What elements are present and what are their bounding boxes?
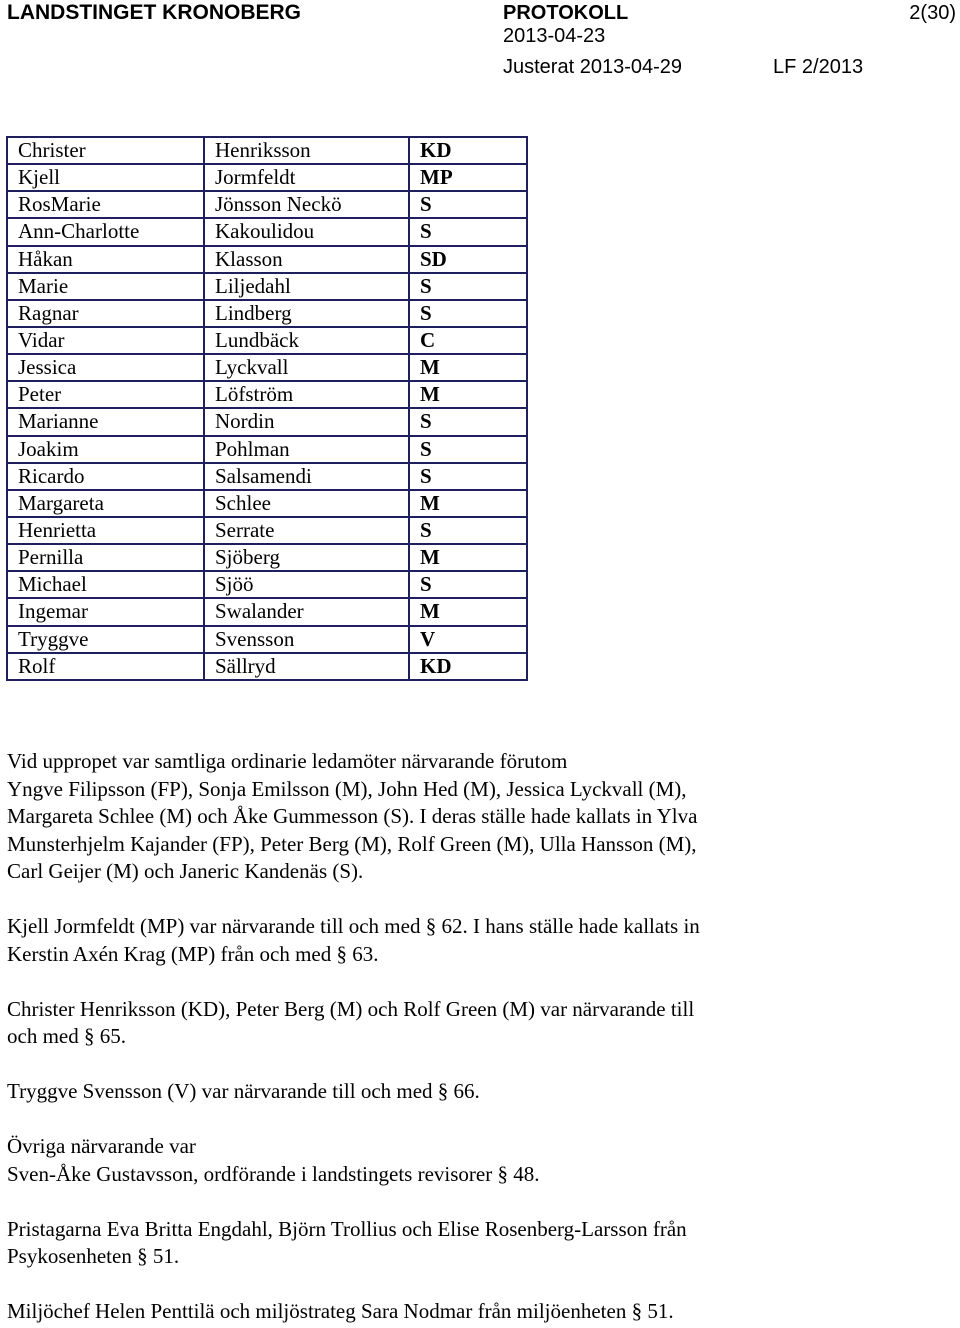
members-table-body bbox=[7, 137, 527, 680]
member-party: M bbox=[409, 544, 527, 571]
table-row bbox=[7, 463, 527, 490]
member-last-name: Sjöö bbox=[204, 571, 409, 598]
text-line: Margareta Schlee (M) och Åke Gummesson (S). I deras ställe hade kallats in Ylva bbox=[7, 804, 698, 828]
member-last-name: Salsamendi bbox=[204, 463, 409, 490]
text-line: Sven-Åke Gustavsson, ordförande i landstingets revisorer § 48. bbox=[7, 1161, 540, 1186]
member-first-name: Marie bbox=[7, 273, 204, 300]
member-last-name: Schlee bbox=[204, 490, 409, 517]
text-line: Pristagarna Eva Britta Engdahl, Björn Trollius och Elise Rosenberg-Larsson från bbox=[7, 1216, 687, 1241]
member-party: S bbox=[409, 408, 527, 435]
table-row bbox=[7, 571, 527, 598]
table-row bbox=[7, 653, 527, 680]
table-row bbox=[7, 626, 527, 653]
document-id: LF 2/2013 bbox=[773, 56, 864, 78]
member-party: V bbox=[409, 626, 527, 653]
adjusted-date: Justerat 2013-04-29 bbox=[503, 56, 683, 78]
member-first-name: Michael bbox=[7, 571, 204, 598]
member-party: S bbox=[409, 273, 527, 300]
text-line: Vid uppropet var samtliga ordinarie ledamöter närvarande förutom bbox=[7, 749, 568, 773]
text-line: Munsterhjelm Kajander (FP), Peter Berg (M), Rolf Green (M), Ulla Hansson (M), bbox=[7, 831, 697, 856]
paragraph bbox=[7, 1298, 947, 1326]
member-first-name: RosMarie bbox=[7, 191, 204, 218]
table-row bbox=[7, 218, 527, 245]
text-line: Christer Henriksson (KD), Peter Berg (M) och Rolf Green (M) var närvarande till bbox=[7, 996, 695, 1021]
member-first-name: Ricardo bbox=[7, 463, 204, 490]
table-row bbox=[7, 381, 527, 408]
table-row bbox=[7, 300, 527, 327]
member-last-name: Nordin bbox=[204, 408, 409, 435]
member-party: S bbox=[409, 218, 527, 245]
member-last-name: Klasson bbox=[204, 246, 409, 273]
table-row bbox=[7, 490, 527, 517]
member-first-name: Pernilla bbox=[7, 544, 204, 571]
table-row bbox=[7, 137, 527, 164]
text-line: Carl Geijer (M) och Janeric Kandenäs (S). bbox=[7, 859, 364, 883]
meeting-date: 2013-04-23 bbox=[503, 25, 606, 47]
member-last-name: Jormfeldt bbox=[204, 164, 409, 191]
member-party: SD bbox=[409, 246, 527, 273]
member-party: M bbox=[409, 354, 527, 381]
member-first-name: Rolf bbox=[7, 653, 204, 680]
member-party: MP bbox=[409, 164, 527, 191]
member-first-name: Håkan bbox=[7, 246, 204, 273]
minutes-body bbox=[7, 748, 947, 1326]
member-last-name: Kakoulidou bbox=[204, 218, 409, 245]
member-last-name: Pohlman bbox=[204, 436, 409, 463]
member-first-name: Henrietta bbox=[7, 517, 204, 544]
table-row bbox=[7, 191, 527, 218]
text-line: och med § 65. bbox=[7, 1024, 126, 1048]
paragraph bbox=[7, 1216, 947, 1271]
member-party: C bbox=[409, 327, 527, 354]
member-party: S bbox=[409, 463, 527, 490]
member-party: M bbox=[409, 598, 527, 625]
member-party: M bbox=[409, 381, 527, 408]
table-row bbox=[7, 246, 527, 273]
paragraph bbox=[7, 1133, 947, 1188]
member-first-name: Tryggve bbox=[7, 626, 204, 653]
members-table bbox=[6, 136, 528, 681]
table-row bbox=[7, 598, 527, 625]
text-line: Miljöchef Helen Penttilä och miljöstrateg Sara Nodmar från miljöenheten § 51. bbox=[7, 1299, 674, 1323]
table-row bbox=[7, 544, 527, 571]
text-line: Kjell Jormfeldt (MP) var närvarande till och med § 62. I hans ställe hade kallats in bbox=[7, 914, 700, 938]
member-last-name: Lyckvall bbox=[204, 354, 409, 381]
member-party: S bbox=[409, 436, 527, 463]
member-first-name: Ann-Charlotte bbox=[7, 218, 204, 245]
paragraph bbox=[7, 996, 947, 1051]
member-first-name: Joakim bbox=[7, 436, 204, 463]
member-last-name: Swalander bbox=[204, 598, 409, 625]
member-party: M bbox=[409, 490, 527, 517]
text-line: Psykosenheten § 51. bbox=[7, 1244, 180, 1268]
paragraph bbox=[7, 748, 947, 886]
page-number: 2(30) bbox=[909, 2, 956, 24]
member-last-name: Svensson bbox=[204, 626, 409, 653]
member-last-name: Sjöberg bbox=[204, 544, 409, 571]
member-last-name: Lundbäck bbox=[204, 327, 409, 354]
member-first-name: Marianne bbox=[7, 408, 204, 435]
member-party: S bbox=[409, 571, 527, 598]
table-row bbox=[7, 436, 527, 463]
paragraph bbox=[7, 913, 947, 968]
table-row bbox=[7, 517, 527, 544]
member-party: S bbox=[409, 191, 527, 218]
member-last-name: Löfström bbox=[204, 381, 409, 408]
table-row bbox=[7, 408, 527, 435]
table-row bbox=[7, 354, 527, 381]
member-first-name: Kjell bbox=[7, 164, 204, 191]
member-party: S bbox=[409, 300, 527, 327]
member-last-name: Henriksson bbox=[204, 137, 409, 164]
member-last-name: Liljedahl bbox=[204, 273, 409, 300]
text-line: Tryggve Svensson (V) var närvarande till och med § 66. bbox=[7, 1079, 480, 1103]
member-party: S bbox=[409, 517, 527, 544]
paragraph bbox=[7, 1078, 947, 1106]
member-first-name: Ingemar bbox=[7, 598, 204, 625]
member-last-name: Sällryd bbox=[204, 653, 409, 680]
organization-name: LANDSTINGET KRONOBERG bbox=[7, 1, 301, 24]
table-row bbox=[7, 164, 527, 191]
member-first-name: Margareta bbox=[7, 490, 204, 517]
member-last-name: Lindberg bbox=[204, 300, 409, 327]
member-first-name: Peter bbox=[7, 381, 204, 408]
text-line: Övriga närvarande var bbox=[7, 1134, 196, 1158]
member-last-name: Serrate bbox=[204, 517, 409, 544]
member-first-name: Vidar bbox=[7, 327, 204, 354]
member-first-name: Jessica bbox=[7, 354, 204, 381]
table-row bbox=[7, 327, 527, 354]
text-line: Yngve Filipsson (FP), Sonja Emilsson (M), John Hed (M), Jessica Lyckvall (M), bbox=[7, 776, 687, 801]
document-type: PROTOKOLL bbox=[503, 2, 629, 24]
member-party: KD bbox=[409, 653, 527, 680]
member-first-name: Christer bbox=[7, 137, 204, 164]
member-first-name: Ragnar bbox=[7, 300, 204, 327]
table-row bbox=[7, 273, 527, 300]
member-last-name: Jönsson Neckö bbox=[204, 191, 409, 218]
text-line: Kerstin Axén Krag (MP) från och med § 63. bbox=[7, 941, 379, 966]
member-party: KD bbox=[409, 137, 527, 164]
